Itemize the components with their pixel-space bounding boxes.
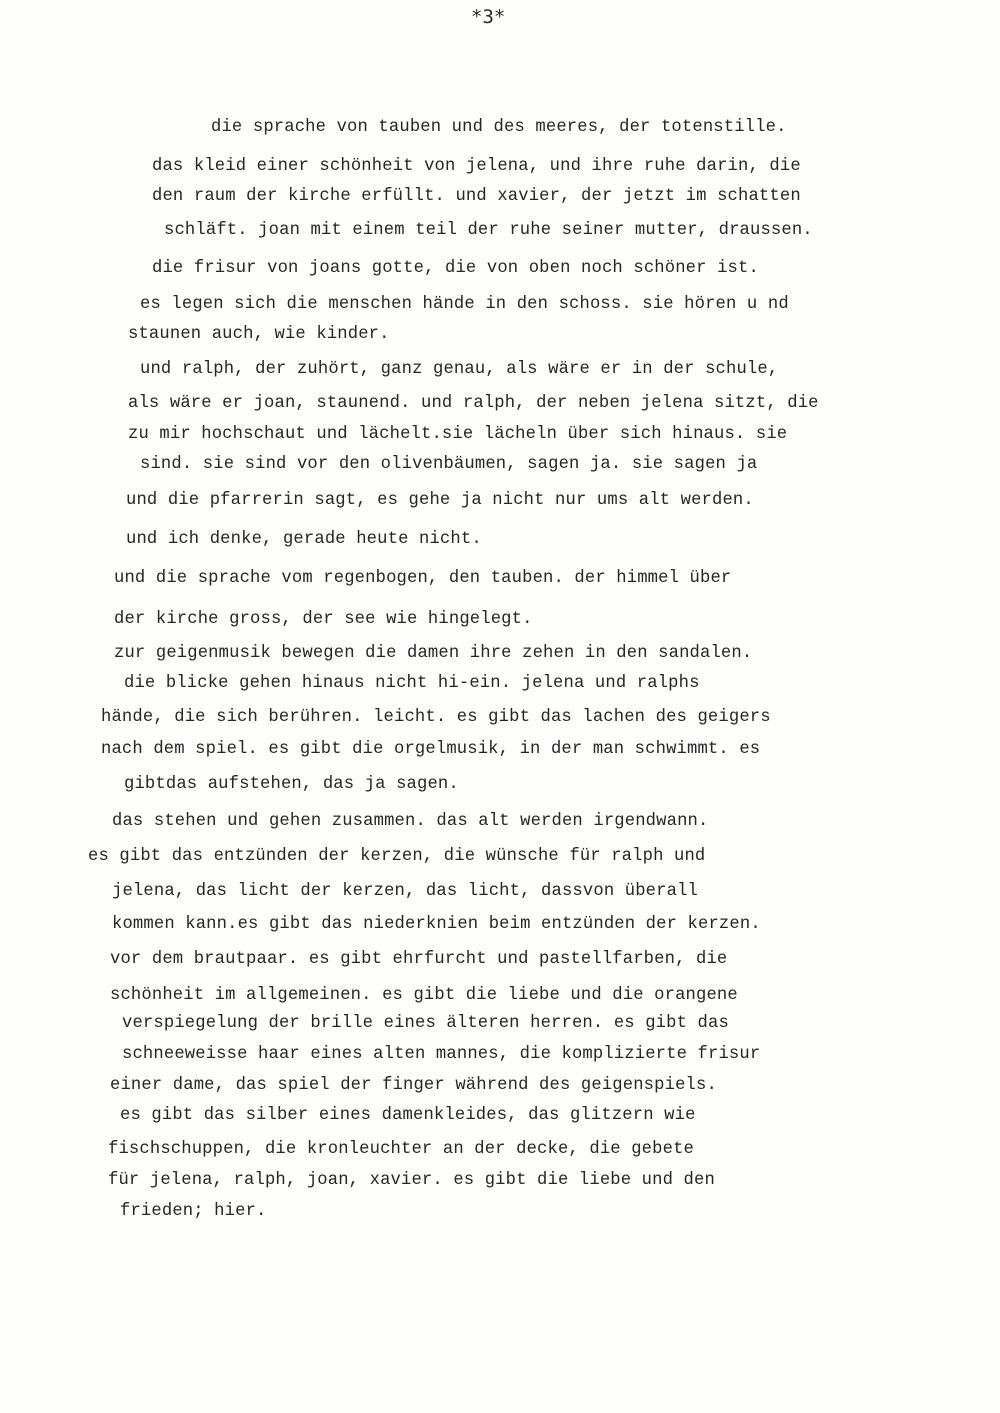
text-line: und ich denke, gerade heute nicht. — [126, 530, 482, 549]
text-line: nach dem spiel. es gibt die orgelmusik, in der man schwimmt. es — [101, 740, 761, 759]
text-line: die frisur von joans gotte, die von oben noch schöner ist. — [152, 259, 759, 278]
text-line: den raum der kirche erfüllt. und xavier, der jetzt im schatten — [152, 187, 801, 206]
text-line: einer dame, das spiel der finger während des geigenspiels. — [110, 1076, 717, 1095]
text-line: zu mir hochschaut und lächelt.sie lächeln über sich hinaus. sie — [128, 425, 788, 444]
text-line: für jelena, ralph, joan, xavier. es gibt die liebe und den — [108, 1171, 715, 1190]
text-line: es legen sich die menschen hände in den schoss. sie hören u nd — [140, 295, 789, 314]
text-line: und die sprache vom regenbogen, den tauben. der himmel über — [114, 569, 732, 588]
text-line: gibtdas aufstehen, das ja sagen. — [124, 775, 459, 794]
text-line: der kirche gross, der see wie hingelegt. — [114, 610, 533, 629]
text-line: und ralph, der zuhört, ganz genau, als wäre er in der schule, — [140, 360, 779, 379]
text-line: das kleid einer schönheit von jelena, und ihre ruhe darin, die — [152, 157, 801, 176]
text-line: schönheit im allgemeinen. es gibt die liebe und die orangene — [110, 986, 738, 1005]
text-line: jelena, das licht der kerzen, das licht, dassvon überall — [112, 882, 698, 901]
text-line: die blicke gehen hinaus nicht hi-ein. jelena und ralphs — [124, 674, 700, 693]
text-line: zur geigenmusik bewegen die damen ihre zehen in den sandalen. — [114, 644, 753, 663]
text-line: es gibt das entzünden der kerzen, die wünsche für ralph und — [88, 847, 706, 866]
text-line: als wäre er joan, staunend. und ralph, der neben jelena sitzt, die — [128, 394, 819, 413]
page-number: *3* — [471, 6, 506, 28]
text-line: und die pfarrerin sagt, es gehe ja nicht nur ums alt werden. — [126, 491, 754, 510]
text-line: sind. sie sind vor den olivenbäumen, sagen ja. sie sagen ja — [140, 455, 758, 474]
text-line: kommen kann.es gibt das niederknien beim entzünden der kerzen. — [112, 915, 761, 934]
text-line: schneeweisse haar eines alten mannes, die komplizierte frisur — [122, 1045, 761, 1064]
text-line: es gibt das silber eines damenkleides, das glitzern wie — [120, 1106, 696, 1125]
text-line: die sprache von tauben und des meeres, der totenstille. — [211, 118, 787, 137]
text-line: vor dem brautpaar. es gibt ehrfurcht und pastellfarben, die — [110, 950, 728, 969]
text-line: hände, die sich berühren. leicht. es gibt das lachen des geigers — [101, 708, 771, 727]
text-line: fischschuppen, die kronleuchter an der decke, die gebete — [108, 1140, 694, 1159]
text-line: frieden; hier. — [120, 1202, 267, 1221]
text-line: das stehen und gehen zusammen. das alt werden irgendwann. — [112, 812, 709, 831]
text-line: schläft. joan mit einem teil der ruhe seiner mutter, draussen. — [164, 221, 813, 240]
text-line: staunen auch, wie kinder. — [128, 325, 390, 344]
text-line: verspiegelung der brille eines älteren herren. es gibt das — [122, 1014, 729, 1033]
